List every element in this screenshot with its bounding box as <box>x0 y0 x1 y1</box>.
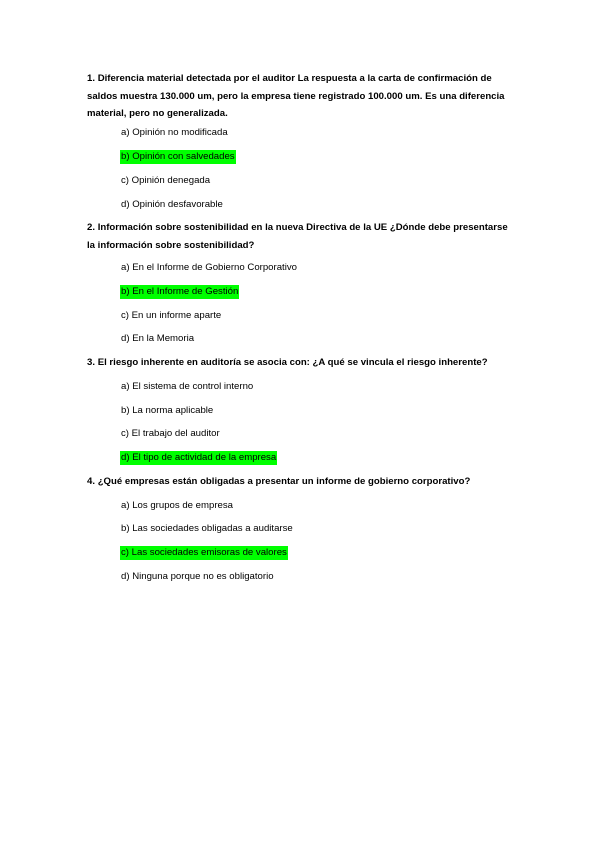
question-1-option-a: a) Opinión no modificada <box>121 127 228 138</box>
question-2-option-c: c) En un informe aparte <box>121 310 222 321</box>
question-4-option-c: c) Las sociedades emisoras de valores <box>121 547 287 558</box>
question-4-number: 4. <box>87 476 96 487</box>
question-1-text: Diferencia material detectada por el auditor La respuesta a la carta de confirmación de saldos muestra 130.000 um, pero la empresa tiene registrado 100.000 um. Es una diferencia material, pero no generalizada. <box>87 73 505 119</box>
question-3-option-d: d) El tipo de actividad de la empresa <box>121 452 277 463</box>
question-2-option-a: a) En el Informe de Gobierno Corporativo <box>121 262 297 273</box>
question-2 <box>87 219 512 254</box>
question-1-number: 1. <box>87 73 96 84</box>
question-2-option-d: d) En la Memoria <box>121 333 195 344</box>
question-4-option-a: a) Los grupos de empresa <box>121 500 233 511</box>
question-4-text: ¿Qué empresas están obligadas a presentar un informe de gobierno corporativo? <box>97 476 471 487</box>
question-3-option-b: b) La norma aplicable <box>121 405 214 416</box>
question-3-option-a: a) El sistema de control interno <box>121 381 254 392</box>
question-1-option-c: c) Opinión denegada <box>121 175 211 186</box>
question-2-text: Información sobre sostenibilidad en la nueva Directiva de la UE ¿Dónde debe presentarse la información sobre sostenibilidad? <box>87 222 508 251</box>
question-4 <box>87 473 512 491</box>
question-3 <box>87 354 512 372</box>
question-2-number: 2. <box>87 222 96 233</box>
question-1 <box>87 70 512 123</box>
question-1-option-d: d) Opinión desfavorable <box>121 199 223 210</box>
question-1-option-b: b) Opinión con salvedades <box>121 151 235 162</box>
question-3-text: El riesgo inherente en auditoría se asocia con: ¿A qué se vincula el riesgo inherente? <box>97 357 488 368</box>
question-3-option-c: c) El trabajo del auditor <box>121 428 220 439</box>
question-2-option-b: b) En el Informe de Gestión <box>121 286 239 297</box>
question-3-number: 3. <box>87 357 96 368</box>
question-4-option-b: b) Las sociedades obligadas a auditarse <box>121 523 293 534</box>
question-4-option-d: d) Ninguna porque no es obligatorio <box>121 571 274 582</box>
